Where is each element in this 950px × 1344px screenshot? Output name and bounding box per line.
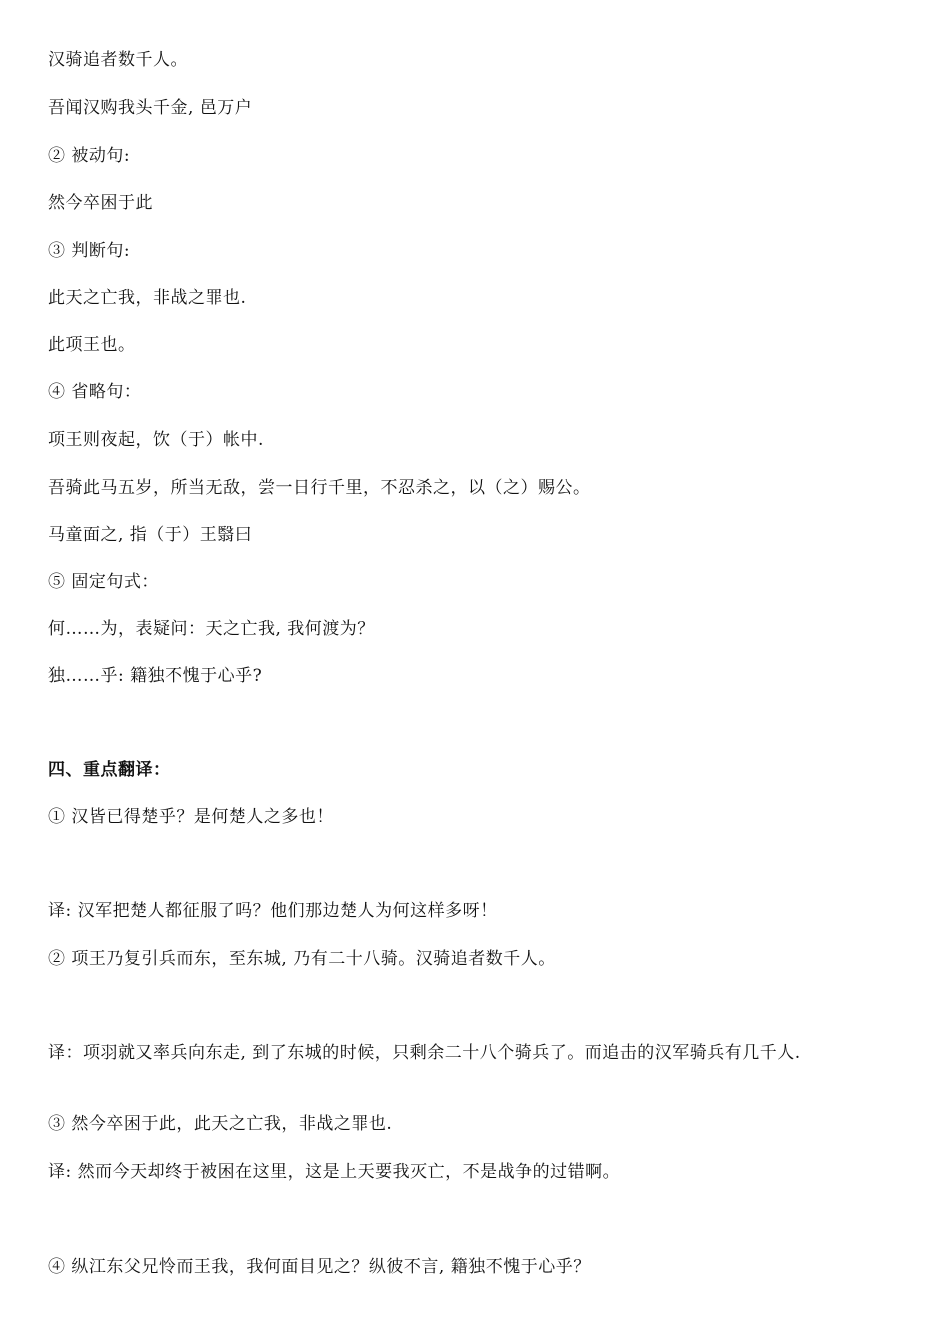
translation-source: ① 汉皆已得楚乎？是何楚人之多也！ — [48, 807, 334, 827]
translation-source: ③ 然今卒困于此，此天之亡我，非战之罪也. — [48, 1114, 393, 1134]
text-line: 然今卒困于此 — [48, 193, 153, 213]
subsection-label-passive: ② 被动句: — [48, 146, 131, 166]
text-line: 此天之亡我，非战之罪也. — [48, 288, 247, 308]
subsection-label-omission: ④ 省略句： — [48, 382, 142, 402]
section-heading: 四、重点翻译： — [48, 760, 171, 780]
text-line: 此项王也。 — [48, 335, 136, 355]
translation-source: ④ 纵江东父兄怜而王我，我何面目见之？纵彼不言, 籍独不愧于心乎？ — [48, 1257, 591, 1277]
text-line: 汉骑追者数千人。 — [48, 50, 188, 70]
text-line: 吾闻汉购我头千金, 邑万户 — [48, 98, 253, 118]
subsection-label-judgment: ③ 判断句: — [48, 241, 131, 261]
translation-text: 译: 汉军把楚人都征服了吗？他们那边楚人为何这样多呀！ — [48, 901, 498, 921]
text-line: 何……为，表疑问：天之亡我, 我何渡为？ — [48, 619, 375, 639]
text-line: 项王则夜起，饮（于）帐中. — [48, 430, 264, 450]
text-line: 马童面之, 指（于）王翳曰 — [48, 525, 253, 545]
translation-text: 译: 然而今天却终于被困在这里，这是上天要我灭亡，不是战争的过错啊。 — [48, 1162, 621, 1182]
text-line: 独……乎: 籍独不愧于心乎? — [48, 666, 263, 686]
text-line: 吾骑此马五岁，所当无敌，尝一日行千里，不忍杀之，以（之）赐公。 — [48, 478, 591, 498]
subsection-label-fixed-pattern: ⑤ 固定句式： — [48, 572, 159, 592]
translation-text: 译：项羽就又率兵向东走, 到了东城的时候，只剩余二十八个骑兵了。而追击的汉军骑兵有几千人. — [48, 1043, 801, 1063]
translation-source: ② 项王乃复引兵而东，至东城, 乃有二十八骑。汉骑追者数千人。 — [48, 949, 556, 969]
